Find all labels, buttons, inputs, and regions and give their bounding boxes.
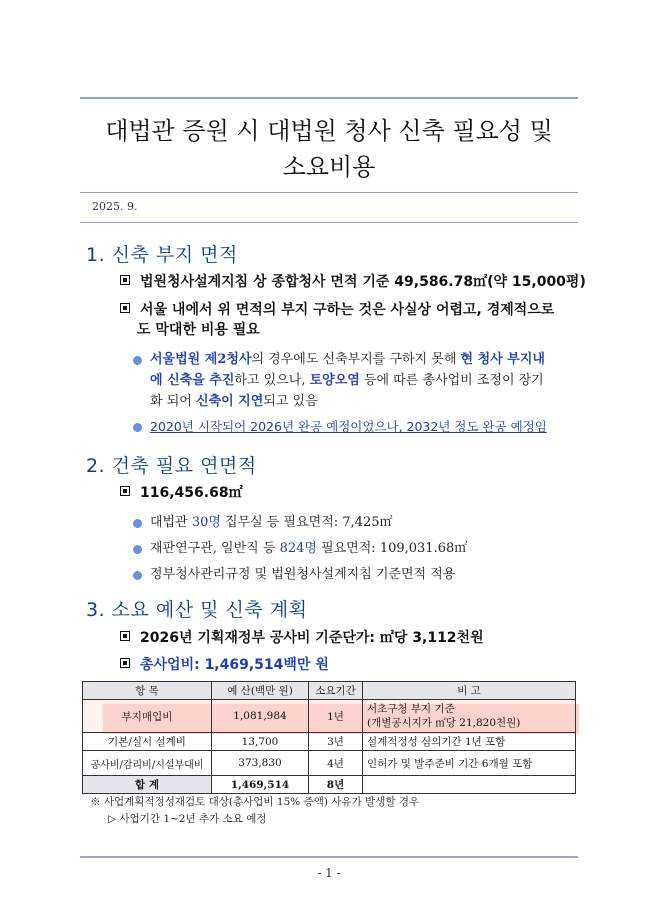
cell-note: 서초구청 부지 기준 (개별공시지가 ㎡당 21,820천원) (363, 700, 576, 733)
header-period: 소요기간 (309, 682, 363, 700)
document-title (80, 113, 578, 185)
header-item: 항 목 (83, 682, 212, 700)
cell-budget: 13,700 (212, 733, 309, 751)
table-header-row (83, 682, 576, 700)
total-budget: 1,469,514 (212, 776, 309, 794)
note-line-2: ▷ 사업기간 1~2년 추가 소요 예정 (108, 813, 267, 825)
section-1-item-1: 법원청사설계지침 상 종합청사 면적 기준 49,586.78㎡(약 15,000평) (120, 272, 586, 292)
title-line-2: 소요비용 (282, 153, 376, 181)
cell-budget: 373,830 (212, 751, 309, 776)
square-bullet-icon (120, 631, 130, 641)
section-3-item-1: 2026년 기획재정부 공사비 기준단가: ㎡당 3,112천원 (120, 628, 484, 648)
section-3-item-2: 총사업비: 1,469,514백만 원 (120, 655, 329, 675)
section-2-bullet-1: 대법관 30명 집무실 등 필요면적: 7,425㎡ (150, 515, 393, 530)
circle-bullet-icon (133, 519, 142, 528)
cell-note: 인허가 및 발주준비 기간 6개월 포함 (363, 751, 576, 776)
section-2-bullet-2: 재판연구관, 일반직 등 824명 필요면적: 109,031.68㎡ (150, 541, 468, 556)
section-1-bullet-1: 서울법원 제2청사의 경우에도 신축부지를 구하지 못해 현 청사 부지내 에 신축을 추진하고 있으나, 토양오염 등에 따른 총사업비 조정이 장기 화 되어 신축이 지연되고 있음 (150, 352, 545, 409)
table-total-row (83, 776, 576, 794)
total-period: 8년 (309, 776, 363, 794)
section-3-heading: 3. 소요 예산 및 신축 계획 (86, 599, 308, 621)
cell-budget: 1,081,984 (212, 700, 309, 733)
section-1-item-2: 서울 내에서 위 면적의 부지 구하는 것은 사실상 어렵고, 경제적으로 도 막대한 비용 필요 (120, 300, 580, 340)
section-2-item-1: 116,456.68㎡ (120, 483, 243, 503)
circle-bullet-icon (133, 571, 142, 580)
table-row (83, 700, 576, 733)
title-bottom-rule (80, 192, 578, 193)
cell-period: 3년 (309, 733, 363, 751)
note-line-1: ※ 사업계획적정성재검토 대상(총사업비 15% 증액) 사유가 발생할 경우 (90, 796, 420, 808)
square-bullet-icon (120, 275, 130, 285)
date-bottom-rule (80, 222, 578, 223)
section-1-heading: 1. 신축 부지 면적 (86, 244, 238, 266)
header-budget: 예 산(백만 원) (212, 682, 309, 700)
cell-item: 기본/실시 설계비 (83, 733, 212, 751)
section-2-heading: 2. 건축 필요 연면적 (86, 455, 257, 477)
section-2-bullet-3: 정부청사관리규정 및 법원청사설계지침 기준면적 적용 (150, 567, 456, 582)
document-date: 2025. 9. (92, 200, 138, 213)
top-rule (80, 97, 578, 99)
cell-item: 부지매입비 (83, 700, 212, 733)
circle-bullet-icon (133, 356, 142, 365)
cell-note: 설계적정성 심의기간 1년 포함 (363, 733, 576, 751)
circle-bullet-icon (133, 423, 142, 432)
cell-period: 1년 (309, 700, 363, 733)
bottom-rule (80, 856, 578, 858)
page-number: - 1 - (317, 866, 341, 880)
circle-bullet-icon (133, 545, 142, 554)
total-label: 합 계 (83, 776, 212, 794)
cell-item: 공사비/감리비/시설부대비 (83, 751, 212, 776)
title-line-1: 대법관 증원 시 대법원 청사 신축 필요성 및 (105, 117, 553, 145)
cell-period: 4년 (309, 751, 363, 776)
header-note: 비 고 (363, 682, 576, 700)
section-1-bullet-2: 2020년 시작되어 2026년 완공 예정이었으나, 2032년 정도 완공 예정임 (150, 419, 547, 434)
table-row (83, 751, 576, 776)
table-row (83, 733, 576, 751)
square-bullet-icon (120, 303, 130, 313)
total-note (363, 776, 576, 794)
square-bullet-icon (120, 658, 130, 668)
budget-table (82, 681, 576, 794)
square-bullet-icon (120, 486, 130, 496)
